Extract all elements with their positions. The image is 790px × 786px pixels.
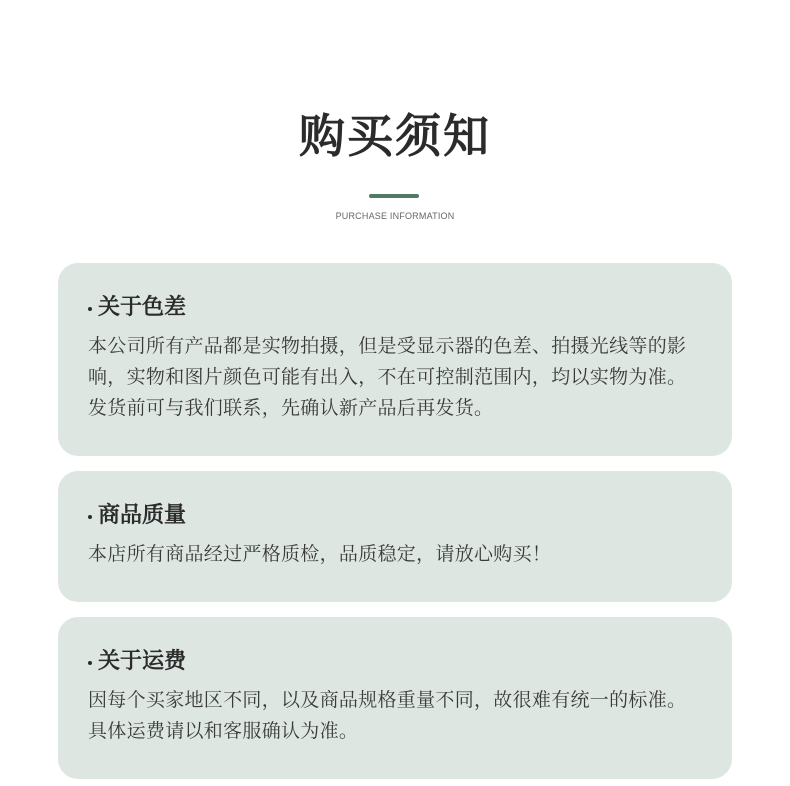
bullet-dot-icon	[88, 515, 92, 519]
info-card-color-difference	[58, 263, 732, 456]
card-heading	[88, 645, 702, 679]
info-card-shipping-fee	[58, 617, 732, 779]
bullet-dot-icon	[88, 661, 92, 665]
card-body-text: 因每个买家地区不同，以及商品规格重量不同，故很难有统一的标准。具体运费请以和客服确认为准。	[88, 689, 687, 742]
page-title: 购买须知	[299, 109, 491, 163]
card-heading	[88, 291, 702, 325]
card-heading-text: 关于运费	[98, 649, 187, 674]
card-heading-text: 商品质量	[98, 503, 187, 528]
card-body-text: 本店所有商品经过严格质检，品质稳定，请放心购买！	[88, 543, 552, 565]
info-card-product-quality	[58, 471, 732, 602]
page-subtitle: PURCHASE INFORMATION	[335, 211, 455, 221]
card-heading	[88, 499, 702, 533]
title-accent-bar	[369, 194, 419, 198]
bullet-dot-icon	[88, 307, 92, 311]
card-body-text: 本公司所有产品都是实物拍摄，但是受显示器的色差、拍摄光线等的影响，实物和图片颜色可能有出入，不在可控制范围内，均以实物为准。发货前可与我们联系，先确认新产品后再发货。	[88, 335, 687, 419]
card-heading-text: 关于色差	[98, 295, 187, 320]
